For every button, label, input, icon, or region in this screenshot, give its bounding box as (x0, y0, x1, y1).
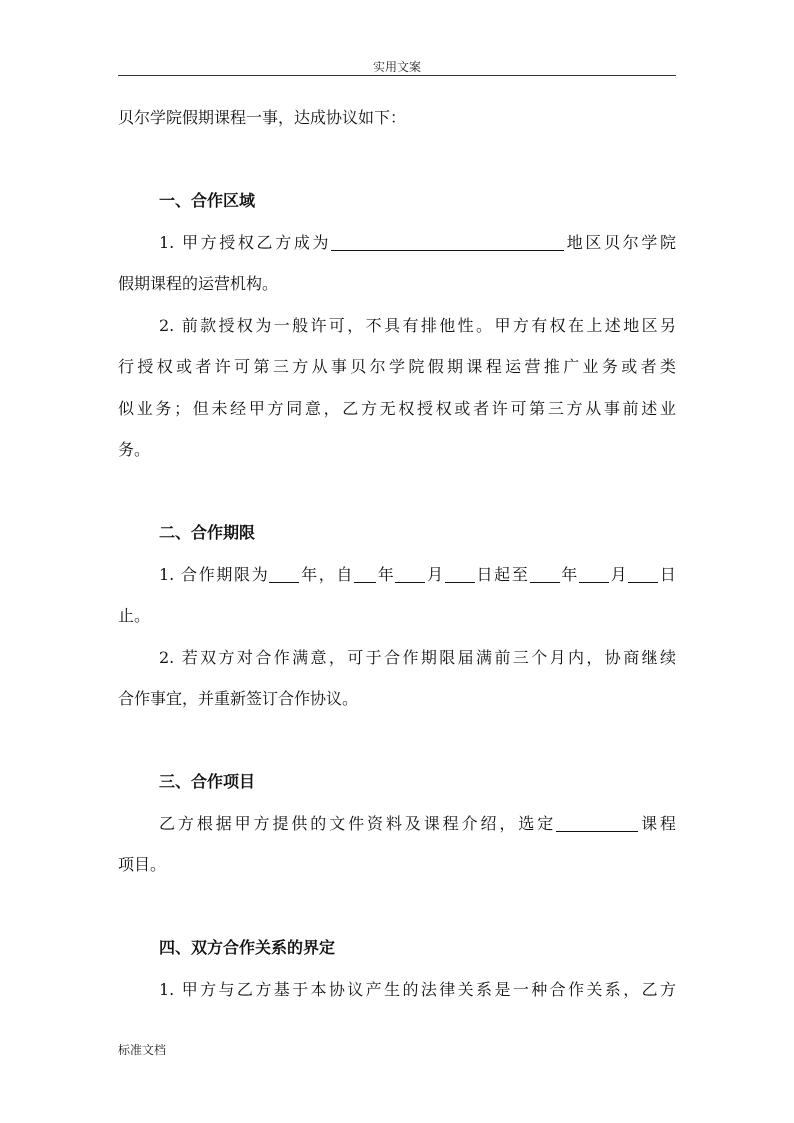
header-rule (118, 75, 676, 76)
section3-line2: 项目。 (118, 855, 167, 874)
section1-item1-cont: 假期课程的运营机构。 (118, 274, 279, 293)
section2-item1-cont: 止。 (118, 606, 151, 625)
term-from-label: 年，自 (299, 565, 355, 584)
term-label: 1. 合作期限为 (159, 565, 270, 584)
section1-item2-line1: 2. 前款授权为一般许可，不具有排他性。甲方有权在上述地区另 (159, 316, 676, 335)
section3-line1-pre: 乙方根据甲方提供的文件资料及课程介绍，选定 (159, 814, 557, 833)
section3-line1-post: 课程 (638, 814, 676, 833)
section1-item2-line4: 务。 (118, 440, 151, 459)
section1-item2-line3: 似业务；但未经甲方同意，乙方无权授权或者许可第三方从事前述业 (118, 399, 676, 418)
section1-item1-pre: 1. 甲方授权乙方成为 (159, 233, 332, 252)
page-footer: 标准文档 (118, 1043, 167, 1057)
intro-line: 贝尔学院假期课程一事，达成协议如下： (118, 108, 407, 127)
end-year-label: 年 (559, 565, 579, 584)
section1-title: 一、合作区域 (159, 191, 256, 210)
end-year-blank (530, 566, 560, 583)
start-year-label: 年 (376, 565, 396, 584)
section1-item1-post: 地区贝尔学院 (564, 233, 676, 252)
start-year-blank (354, 566, 376, 583)
start-month-label: 月 (425, 565, 445, 584)
start-day-label: 日起至 (474, 565, 530, 584)
start-day-blank (445, 566, 475, 583)
end-month-label: 月 (608, 565, 629, 584)
years-blank (269, 566, 299, 583)
section4-title: 四、双方合作关系的界定 (159, 938, 336, 957)
section2-item2-line1: 2. 若双方对合作满意，可于合作期限届满前三个月内，协商继续 (159, 648, 676, 667)
section2-title: 二、合作期限 (159, 523, 256, 542)
end-day-blank (628, 566, 658, 583)
section1-item2-line2: 行授权或者许可第三方从事贝尔学院假期课程运营推广业务或者类 (118, 357, 676, 376)
page-header: 实用文案 (372, 60, 421, 74)
section2-item2-line2: 合作事宜，并重新签订合作协议。 (118, 689, 359, 708)
section2-item1 (159, 564, 676, 586)
section3-title: 三、合作项目 (159, 772, 256, 791)
region-blank (331, 234, 564, 251)
end-month-blank (579, 566, 609, 583)
section4-item1-line1: 1. 甲方与乙方基于本协议产生的法律关系是一种合作关系，乙方 (159, 980, 676, 999)
end-day-label: 日 (658, 565, 676, 584)
start-month-blank (395, 566, 425, 583)
section1-item1 (159, 232, 676, 254)
section3-line1 (159, 813, 676, 835)
course-blank (556, 815, 638, 832)
